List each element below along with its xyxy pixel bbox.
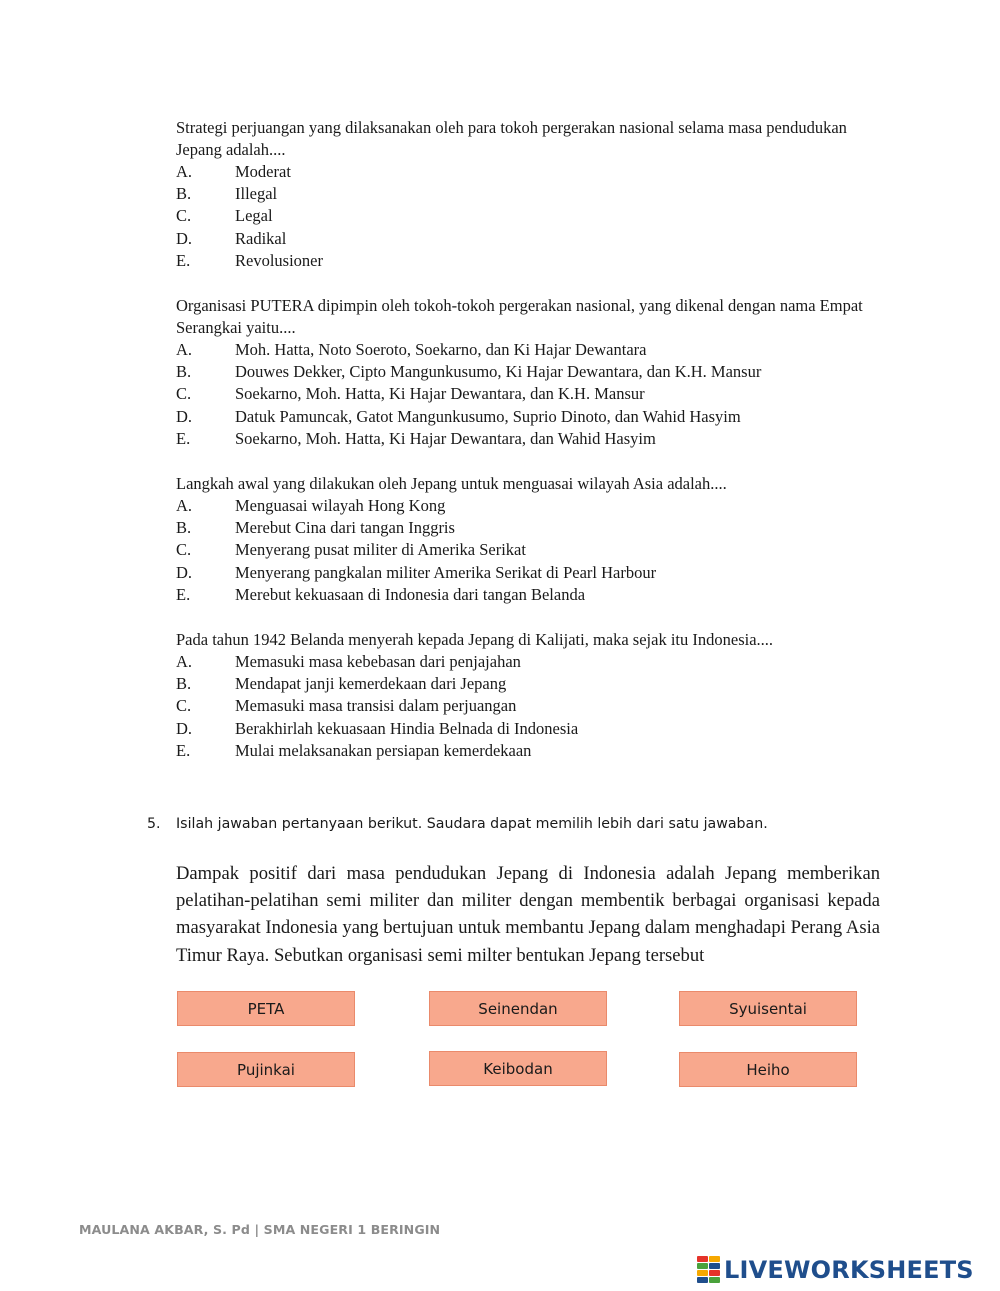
- option-text: Revolusioner: [235, 250, 323, 270]
- option-text: Berakhirlah kekuasaan Hindia Belnada di Indonesia: [235, 718, 579, 738]
- option-letter: A.: [176, 496, 193, 515]
- answer-option: [176, 361, 896, 383]
- option-letter: D.: [176, 406, 193, 426]
- question-paragraph: Dampak positif dari masa pendudukan Jepang di Indonesia adalah Jepang memberikan pelatihan-pelatihan semi militer dan militer dengan membentik berbagai organisasi kepada masyarakat Indonesia yang bertujuan untuk membantu Jepang dalam menghadapi Perang Asia Timur Raya. Sebutkan organisasi semi milter bentukan Jepang tersebut: [176, 863, 880, 966]
- question-stem: Organisasi PUTERA dipimpin oleh tokoh-tokoh pergerakan nasional, yang dikenal dengan nama Empat Serangkai yaitu....: [176, 296, 863, 337]
- option-text: Radikal: [235, 228, 287, 248]
- answer-option: [176, 228, 896, 250]
- option-letter: A.: [176, 652, 193, 671]
- answer-option: [176, 740, 896, 762]
- answer-choice-peta[interactable]: PETA: [177, 991, 355, 1026]
- answer-option: [176, 205, 896, 227]
- answer-choice-seinendan[interactable]: Seinendan: [429, 991, 607, 1026]
- answer-option: [176, 250, 896, 272]
- option-letter: D.: [176, 228, 193, 248]
- answer-option: [176, 339, 896, 361]
- answer-option: [176, 584, 896, 606]
- option-letter: A.: [176, 162, 193, 181]
- question-1: [176, 117, 896, 272]
- option-text: Soekarno, Moh. Hatta, Ki Hajar Dewantara, dan K.H. Mansur: [235, 384, 645, 404]
- question-stem: Langkah awal yang dilakukan oleh Jepang untuk menguasai wilayah Asia adalah....: [176, 474, 727, 493]
- footer-author: MAULANA AKBAR, S. Pd | SMA NEGERI 1 BERINGIN: [79, 1222, 441, 1237]
- option-letter: E.: [176, 250, 191, 270]
- answer-option: [176, 495, 896, 517]
- option-letter: E.: [176, 584, 191, 604]
- option-letter: C.: [176, 384, 192, 404]
- answer-option: [176, 161, 896, 183]
- option-text: Merebut kekuasaan di Indonesia dari tangan Belanda: [235, 584, 586, 604]
- option-letter: B.: [176, 674, 192, 694]
- option-text: Moh. Hatta, Noto Soeroto, Soekarno, dan Ki Hajar Dewantara: [235, 340, 647, 359]
- option-text: Merebut Cina dari tangan Inggris: [235, 518, 455, 538]
- section-number: 5.: [147, 816, 161, 832]
- option-text: Illegal: [235, 184, 278, 204]
- answer-option: [176, 673, 896, 695]
- option-text: Mulai melaksanakan persiapan kemerdekaan: [235, 740, 532, 760]
- liveworksheets-brand: [697, 1253, 974, 1287]
- option-text: Memasuki masa kebebasan dari penjajahan: [235, 652, 521, 671]
- option-text: Menyerang pangkalan militer Amerika Serikat di Pearl Harbour: [235, 562, 657, 582]
- answer-choice-pujinkai[interactable]: Pujinkai: [177, 1052, 355, 1087]
- answer-choice-heiho[interactable]: Heiho: [679, 1052, 857, 1087]
- answer-option: [176, 517, 896, 539]
- answer-option: [176, 539, 896, 561]
- answer-option: [176, 383, 896, 405]
- option-letter: C.: [176, 696, 192, 716]
- question-stem: Strategi perjuangan yang dilaksanakan oleh para tokoh pergerakan nasional selama masa pendudukan Jepang adalah....: [176, 118, 847, 159]
- option-letter: B.: [176, 362, 192, 382]
- option-letter: C.: [176, 206, 192, 226]
- option-letter: B.: [176, 184, 192, 204]
- option-letter: A.: [176, 340, 193, 359]
- question-stem: Pada tahun 1942 Belanda menyerah kepada Jepang di Kalijati, maka sejak itu Indonesia....: [176, 630, 774, 649]
- option-text: Legal: [235, 206, 273, 226]
- option-letter: D.: [176, 718, 193, 738]
- question-2: [176, 295, 896, 450]
- option-letter: D.: [176, 562, 193, 582]
- liveworksheets-wordmark: LIVEWORKSHEETS: [724, 1256, 974, 1284]
- option-text: Datuk Pamuncak, Gatot Mangunkusumo, Suprio Dinoto, dan Wahid Hasyim: [235, 406, 741, 426]
- option-text: Moderat: [235, 162, 291, 181]
- option-text: Mendapat janji kemerdekaan dari Jepang: [235, 674, 507, 694]
- option-text: Menyerang pusat militer di Amerika Serikat: [235, 540, 526, 560]
- option-text: Menguasai wilayah Hong Kong: [235, 496, 446, 515]
- answer-option: [176, 183, 896, 205]
- option-letter: E.: [176, 740, 191, 760]
- answer-choice-keibodan[interactable]: Keibodan: [429, 1051, 607, 1086]
- option-text: Memasuki masa transisi dalam perjuangan: [235, 696, 517, 716]
- answer-option: [176, 651, 896, 673]
- instruction-text: Isilah jawaban pertanyaan berikut. Saudara dapat memilih lebih dari satu jawaban.: [176, 816, 768, 832]
- answer-option: [176, 428, 896, 450]
- liveworksheets-logo-icon: [697, 1256, 721, 1284]
- answer-option: [176, 695, 896, 717]
- option-letter: E.: [176, 428, 191, 448]
- option-letter: B.: [176, 518, 192, 538]
- answer-choice-syuisentai[interactable]: Syuisentai: [679, 991, 857, 1026]
- question-4: [176, 629, 896, 762]
- answer-option: [176, 562, 896, 584]
- section-5-instruction: [147, 814, 907, 834]
- option-text: Douwes Dekker, Cipto Mangunkusumo, Ki Hajar Dewantara, dan K.H. Mansur: [235, 362, 762, 382]
- question-3: [176, 473, 896, 606]
- answer-option: [176, 406, 896, 428]
- answer-option: [176, 718, 896, 740]
- option-letter: C.: [176, 540, 192, 560]
- option-text: Soekarno, Moh. Hatta, Ki Hajar Dewantara, dan Wahid Hasyim: [235, 428, 656, 448]
